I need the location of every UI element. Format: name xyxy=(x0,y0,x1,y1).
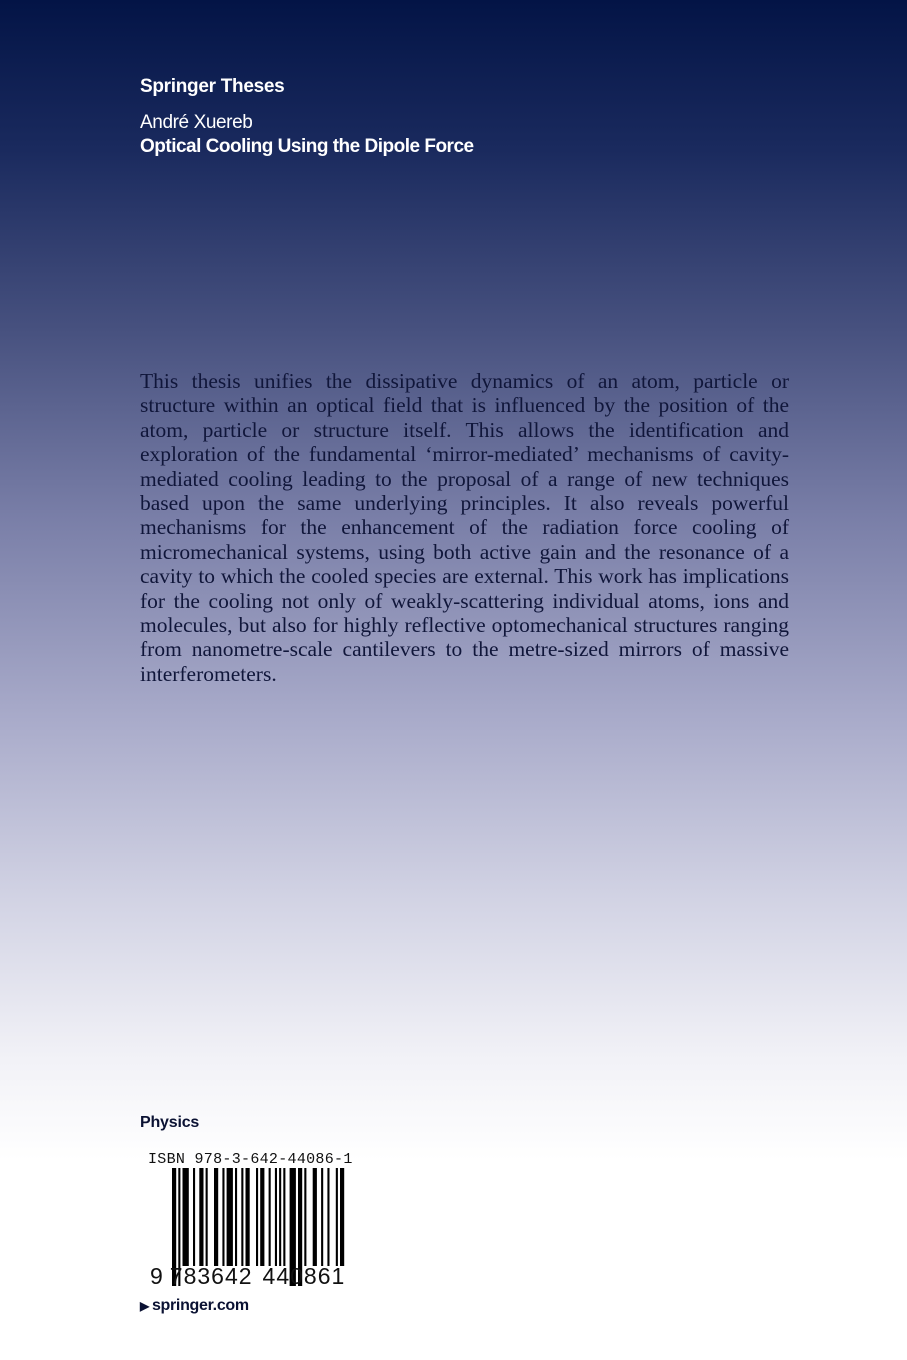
barcode-bar xyxy=(199,1168,203,1266)
barcode-bar xyxy=(283,1168,285,1266)
barcode-bar xyxy=(222,1168,224,1266)
book-title: Optical Cooling Using the Dipole Force xyxy=(140,136,474,157)
barcode-bar xyxy=(340,1168,344,1266)
barcode-digits xyxy=(150,1263,345,1290)
barcode-bar xyxy=(313,1168,317,1266)
triangle-right-icon: ▶ xyxy=(140,1299,149,1313)
author-name: André Xuereb xyxy=(140,112,253,133)
barcode-bar xyxy=(260,1168,264,1266)
barcode-bar xyxy=(321,1168,323,1266)
barcode-bar xyxy=(336,1168,338,1266)
website-link[interactable] xyxy=(140,1297,249,1315)
barcode-bar xyxy=(183,1168,189,1266)
barcode-digit-first: 9 xyxy=(150,1263,164,1289)
barcode-bar xyxy=(206,1168,208,1266)
barcode-bar xyxy=(256,1168,258,1266)
barcode-bar xyxy=(227,1168,233,1266)
website-label: springer.com xyxy=(151,1297,249,1314)
series-name: Springer Theses xyxy=(140,76,285,97)
isbn-label: ISBN 978-3-642-44086-1 xyxy=(148,1151,353,1168)
abstract-text: This thesis unifies the dissipative dynamics of an atom, particle or structure within an optical field that is influenced by the position of the atom, particle or structure itself. This allows the identification and exploration of the fundamental ‘mirror-mediated’ mechanisms of cavity-mediated cooling leading to the proposal of a range of new techniques based upon the same underlying principles. It also reveals powerful mechanisms for the enhancement of the radiation force cooling of micromechanical systems, using both active gain and the resonance of a cavity to which the cooled species are external. This work has implications for the cooling not only of weakly-scattering individual atoms, ions and molecules, but also for highly reflective optomechanical structures ranging from nanometre-scale cantilevers to the metre-sized mirrors of massive interferometers. xyxy=(140,369,789,686)
barcode-bar xyxy=(327,1168,329,1266)
barcode-bar xyxy=(241,1168,243,1266)
barcode-bar xyxy=(275,1168,277,1266)
barcode-bar xyxy=(304,1168,306,1266)
barcode-bar xyxy=(269,1168,271,1266)
barcode-bar xyxy=(279,1168,281,1266)
barcode-digits-right: 440861 xyxy=(262,1263,346,1289)
subject-label: Physics xyxy=(140,1114,200,1131)
barcode-bar xyxy=(246,1168,250,1266)
barcode-bar xyxy=(235,1168,237,1266)
barcode-bar xyxy=(214,1168,218,1266)
barcode-digits-left: 783642 xyxy=(169,1263,253,1289)
barcode-bar xyxy=(193,1168,195,1266)
